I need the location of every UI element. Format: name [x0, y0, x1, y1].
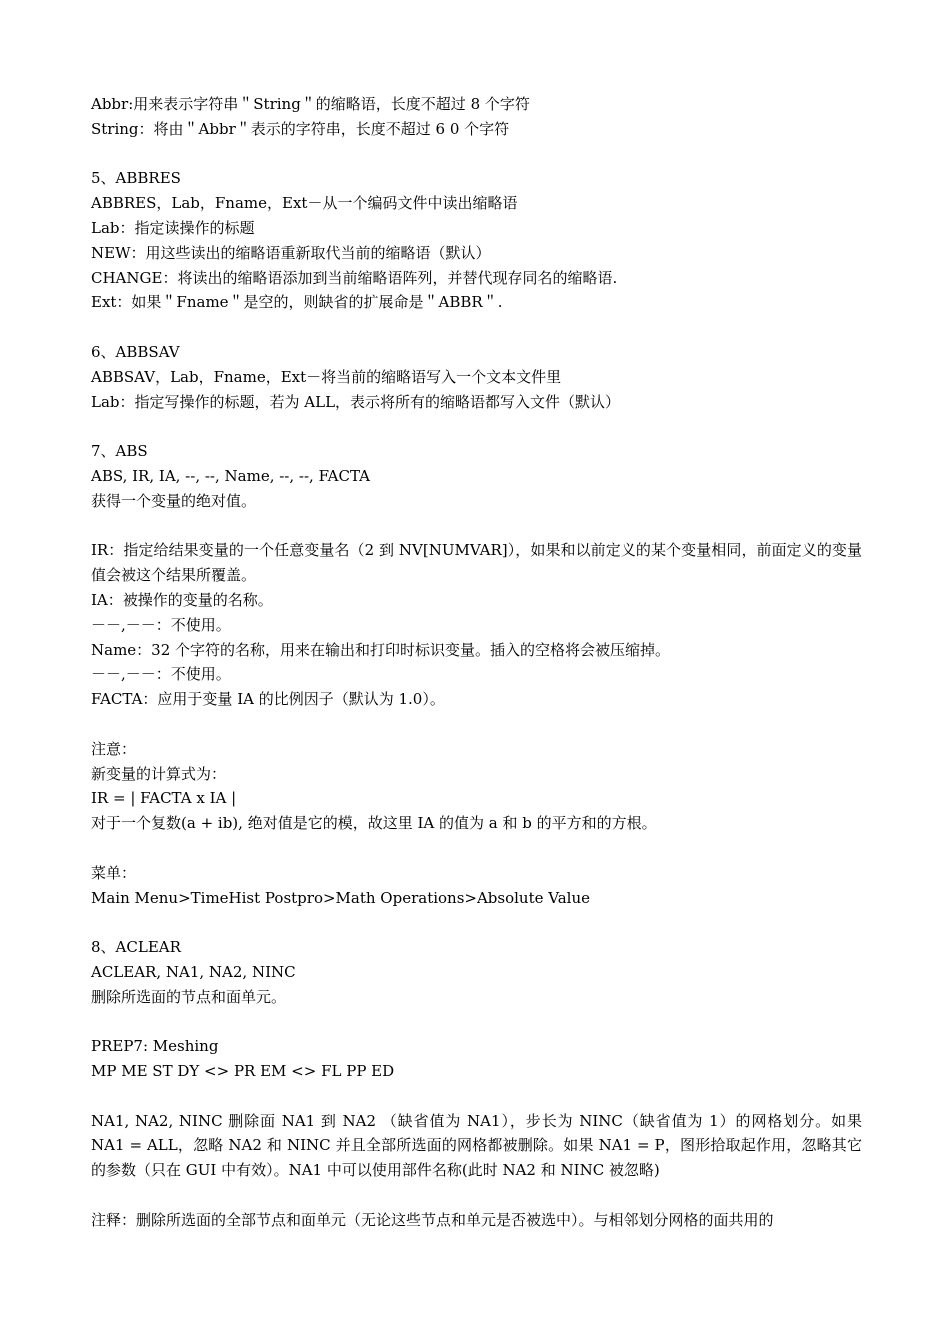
text-block-top [91, 92, 862, 538]
blank-line [91, 142, 862, 167]
text-line: NEW：用这些读出的缩略语重新取代当前的缩略语（默认） [91, 243, 491, 262]
blank-line [91, 1183, 862, 1208]
text-line: String：将由＂Abbr＂表示的字符串，长度不超过 6 0 个字符 [91, 119, 510, 138]
text-line: 菜单： [91, 863, 137, 882]
text-line: ABBSAV，Lab，Fname，Ext－将当前的缩略语写入一个文本文件里 [91, 367, 562, 386]
blank-line [91, 315, 862, 340]
text-line: －－,－－：不使用。 [91, 665, 231, 684]
text-line: Name：32 个字符的名称，用来在输出和打印时标识变量。插入的空格将会被压缩掉。 [91, 640, 671, 659]
text-line: 对于一个复数(a + ib), 绝对值是它的模，故这里 IA 的值为 a 和 b 的平方和的方根。 [91, 814, 657, 833]
text-line: ABBRES，Lab，Fname，Ext－从一个编码文件中读出缩略语 [91, 194, 518, 213]
text-line: 5、ABBRES [91, 169, 181, 188]
blank-line [91, 712, 862, 737]
text-line: Ext：如果＂Fname＂是空的，则缺省的扩展命是＂ABBR＂. [91, 293, 503, 312]
text-line: MP ME ST DY <> PR EM <> FL PP ED [91, 1062, 395, 1081]
text-line: IR = | FACTA x IA | [91, 789, 237, 808]
text-line: Lab：指定写操作的标题，若为 ALL，表示将所有的缩略语都写入文件（默认） [91, 392, 621, 411]
blank-line [91, 1084, 862, 1109]
paragraph-na: NA1, NA2, NINC 删除面 NA1 到 NA2 （缺省值为 NA1），步长为 NINC（缺省值为 1）的网格划分。如果 NA1 = ALL，忽略 NA2 和 NINC 并且全部所选面的网格都被删除。如果 NA1 = P，图形拾取起作用，忽略其它的参数（只在 GUI 中有效）。NA1 中可以使用部件名称(此时 NA2 和 NINC 被忽略) [91, 1111, 862, 1180]
text-line: 获得一个变量的绝对值。 [91, 491, 257, 510]
text-line: CHANGE：将读出的缩略语添加到当前缩略语阵列，并替代现存同名的缩略语. [91, 268, 618, 287]
text-line: IA：被操作的变量的名称。 [91, 590, 273, 609]
text-line: Lab：指定读操作的标题 [91, 218, 255, 237]
blank-line [91, 836, 862, 861]
paragraph-ir: IR：指定给结果变量的一个任意变量名（2 到 NV[NUMVAR]），如果和以前定义的某个变量相同，前面定义的变量值会被这个结果所覆盖。 [91, 541, 862, 585]
text-line: ACLEAR, NA1, NA2, NINC [91, 962, 296, 981]
text-line: Abbr:用来表示字符串＂String＂的缩略语，长度不超过 8 个字符 [91, 95, 530, 113]
text-line: 删除所选面的节点和面单元。 [91, 987, 287, 1006]
text-line: 新变量的计算式为： [91, 764, 227, 783]
text-block-middle [91, 588, 862, 1109]
text-line: 6、ABBSAV [91, 342, 180, 361]
text-line: Main Menu>TimeHist Postpro>Math Operations>Absolute Value [91, 888, 590, 907]
text-line-notes: 注释：删除所选面的全部节点和面单元（无论这些节点和单元是否被选中）。与相邻划分网格的面共用的 [91, 1210, 774, 1229]
blank-line [91, 414, 862, 439]
blank-line [91, 1009, 862, 1034]
text-line: FACTA：应用于变量 IA 的比例因子（默认为 1.0）。 [91, 690, 445, 709]
text-line: 7、ABS [91, 442, 148, 461]
text-line: 8、ACLEAR [91, 938, 181, 957]
text-line: －－,－－：不使用。 [91, 615, 231, 634]
blank-line [91, 910, 862, 935]
text-line: 注意： [91, 739, 137, 758]
blank-line [91, 514, 862, 539]
text-line: ABS, IR, IA, --, --, Name, --, --, FACTA [91, 466, 371, 485]
text-line: PREP7: Meshing [91, 1037, 219, 1056]
